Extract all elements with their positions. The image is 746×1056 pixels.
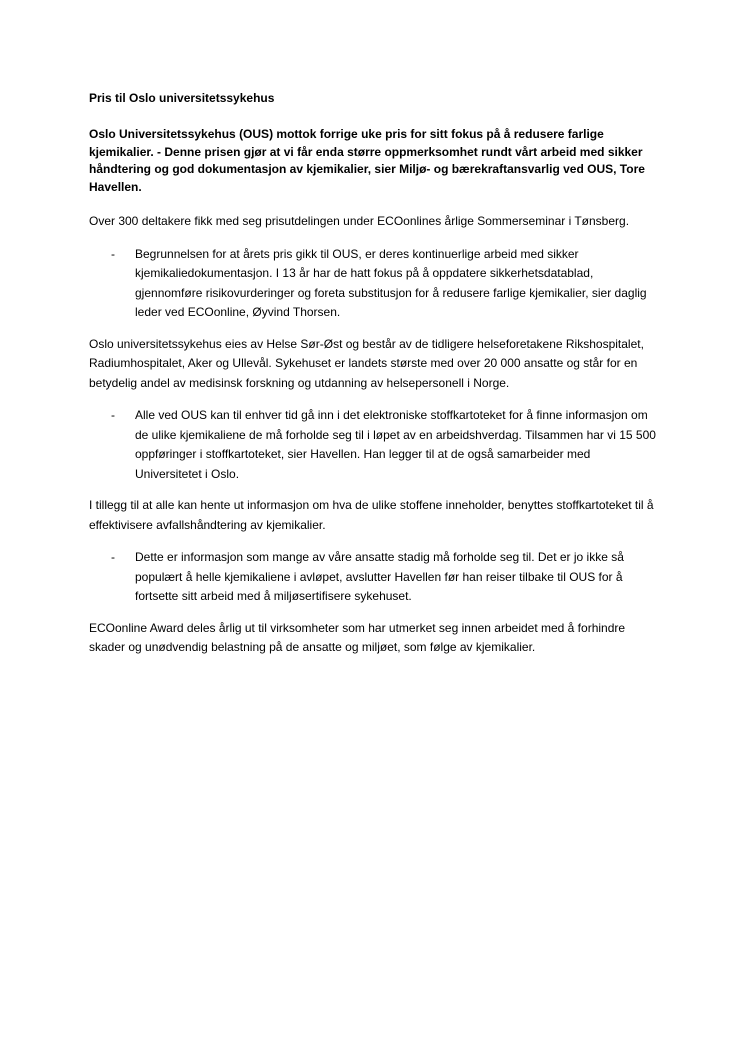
quote-bullet-2 (89, 406, 656, 484)
bullet-dash: - (111, 408, 115, 422)
bullet-text: Begrunnelsen for at årets pris gikk til OUS, er deres kontinuerlige arbeid med sikker kjemikaliedokumentasjon. I 13 år har de hatt fokus på å oppdatere sikkerhetsdatablad, gjennomføre risikovurderinger og foreta substitusjon for å redusere farlige kjemikalier, sier daglig leder ved ECOonline, Øyvind Thorsen. (135, 246, 647, 319)
quote-bullet-1 (89, 245, 656, 323)
body-paragraph-4: ECOonline Award deles årlig ut til virksomheter som har utmerket seg innen arbeidet med å forhindre skader og unødvendig belastning på de ansatte og miljøet, som følge av kjemikalier. (89, 620, 626, 654)
lead-paragraph: Oslo Universitetssykehus (OUS) mottok forrige uke pris for sitt fokus på å redusere farlige kjemikalier. - Denne prisen gjør at vi får enda større oppmerksomhet rundt vårt arbeid med sikker håndtering og god dokumentasjon av kjemikalier, sier Miljø- og bærekraftansvarlig ved OUS, Tore Havellen. (89, 127, 645, 194)
body-paragraph-2: Oslo universitetssykehus eies av Helse Sør-Øst og består av de tidligere helseforetakene Rikshospitalet, Radiumhospitalet, Aker og Ullevål. Sykehuset er landets største med over 20 000 ansatte og står for en betydelig andel av medisinsk forskning og utdanning av helsepersonell i Norge. (89, 336, 644, 390)
bullet-dash: - (111, 246, 115, 261)
document-title: Pris til Oslo universitetssykehus (89, 91, 275, 105)
body-paragraph-3: I tillegg til at alle kan hente ut informasjon om hva de ulike stoffene inneholder, benyttes stoffkartoteket til å effektivisere avfallshåndtering av kjemikalier. (89, 498, 654, 532)
bullet-text: Dette er informasjon som mange av våre ansatte stadig må forholde seg til. Det er jo ikke så populært å helle kjemikaliene i avløpet, avslutter Havellen før han reiser tilbake til OUS for å fortsette sitt arbeid med å miljøsertifisere sykehuset. (135, 550, 624, 603)
bullet-text: Alle ved OUS kan til enhver tid gå inn i det elektroniske stoffkartoteket for å finne informasjon om de ulike kjemikaliene de må forholde seg til i løpet av en arbeidshverdag. Tilsammen har vi 15 500 oppføringer i stoffkartoteket, sier Havellen. Han legger til at de også samarbeider med Universitetet i Oslo. (135, 408, 656, 481)
body-paragraph-1: Over 300 deltakere fikk med seg prisutdelingen under ECOonlines årlige Sommerseminar i Tønsberg. (89, 214, 630, 228)
bullet-dash: - (111, 550, 115, 564)
quote-bullet-3 (89, 548, 656, 607)
